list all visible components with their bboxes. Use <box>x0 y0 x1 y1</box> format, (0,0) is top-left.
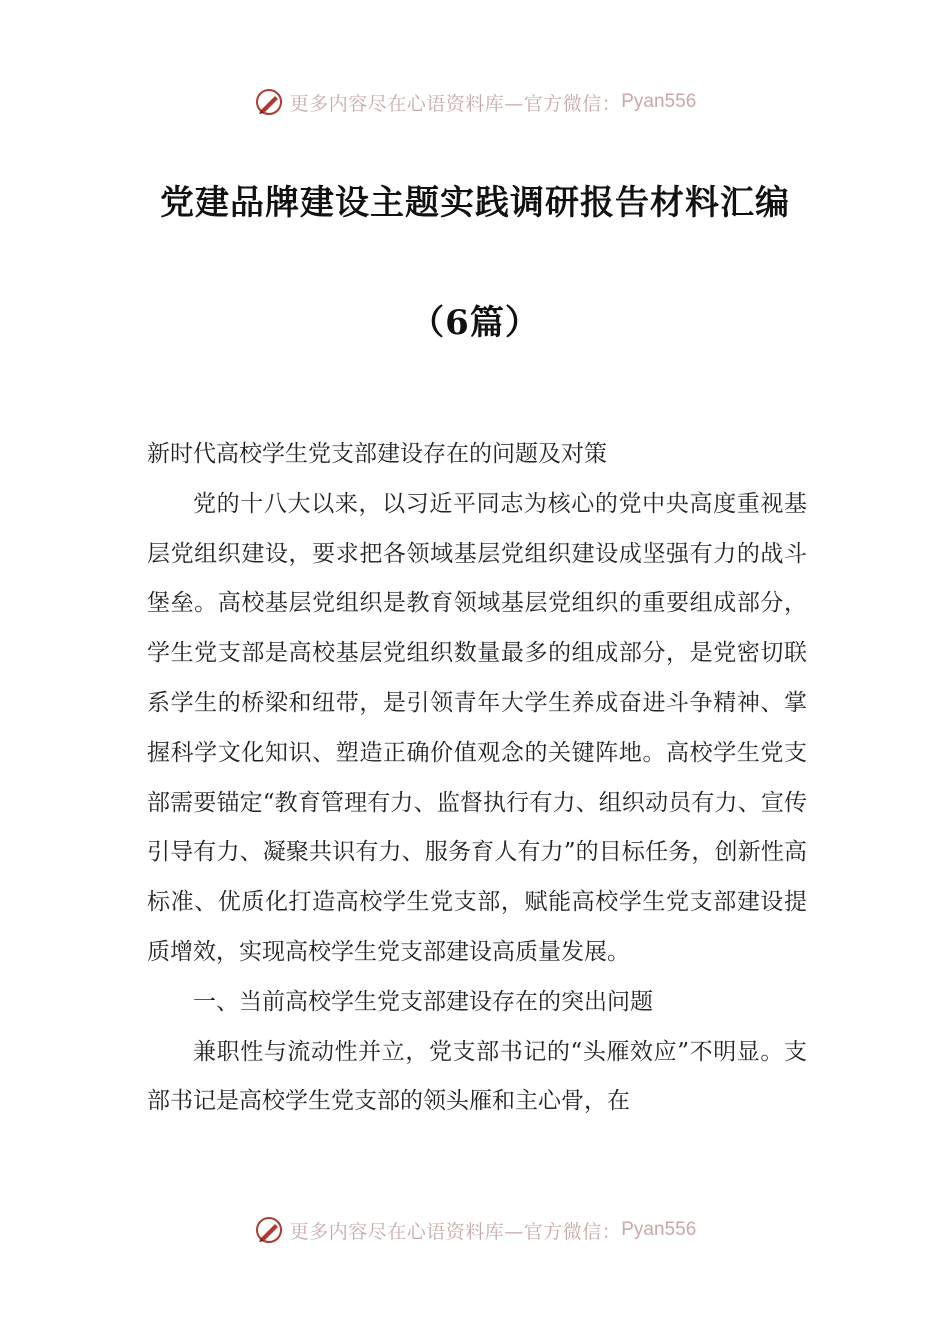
watermark-wechat-id: Pyan556 <box>621 91 697 112</box>
footer-watermark-banner <box>0 1210 950 1250</box>
header-watermark-banner <box>0 82 950 122</box>
document-body <box>147 430 807 1127</box>
document-title: 党建品牌建设主题实践调研报告材料汇编 <box>160 183 790 223</box>
watermark-text: 更多内容尽在心语资料库—官方微信： <box>289 92 622 115</box>
section-heading: 一、当前高校学生党支部建设存在的突出问题 <box>193 988 653 1015</box>
watermark-wechat-id: Pyan556 <box>621 1219 697 1240</box>
body-paragraph: 党的十八大以来，以习近平同志为核心的党中央高度重视基层党组织建设，要求把各领域基层党组织建设成坚强有力的战斗堡垒。高校基层党组织是教育领域基层党组织的重要组成部分，学生党支部是高校基层党组织数量最多的组成部分，是党密切联系学生的桥梁和纽带，是引领青年大学生养成奋进斗争精神、掌握科学文化知识、塑造正确价值观念的关键阵地。高校学生党支部需要锚定“教育管理有力、监督执行有力、组织动员有力、宣传引导有力、凝聚共识有力、服务育人有力”的目标任务，创新性高标准、优质化打造高校学生党支部，赋能高校学生党支部建设提质增效，实现高校学生党支部建设高质量发展。 <box>147 490 807 965</box>
watermark-text: 更多内容尽在心语资料库—官方微信： <box>289 1220 622 1243</box>
article-heading: 新时代高校学生党支部建设存在的问题及对策 <box>147 441 607 467</box>
document-subtitle: （6篇） <box>410 303 540 343</box>
pen-logo-icon <box>254 87 284 117</box>
body-paragraph: 兼职性与流动性并立，党支部书记的“头雁效应”不明显。支部书记是高校学生党支部的领头雁和主心骨，在 <box>147 1038 807 1115</box>
pen-logo-icon <box>254 1215 284 1245</box>
